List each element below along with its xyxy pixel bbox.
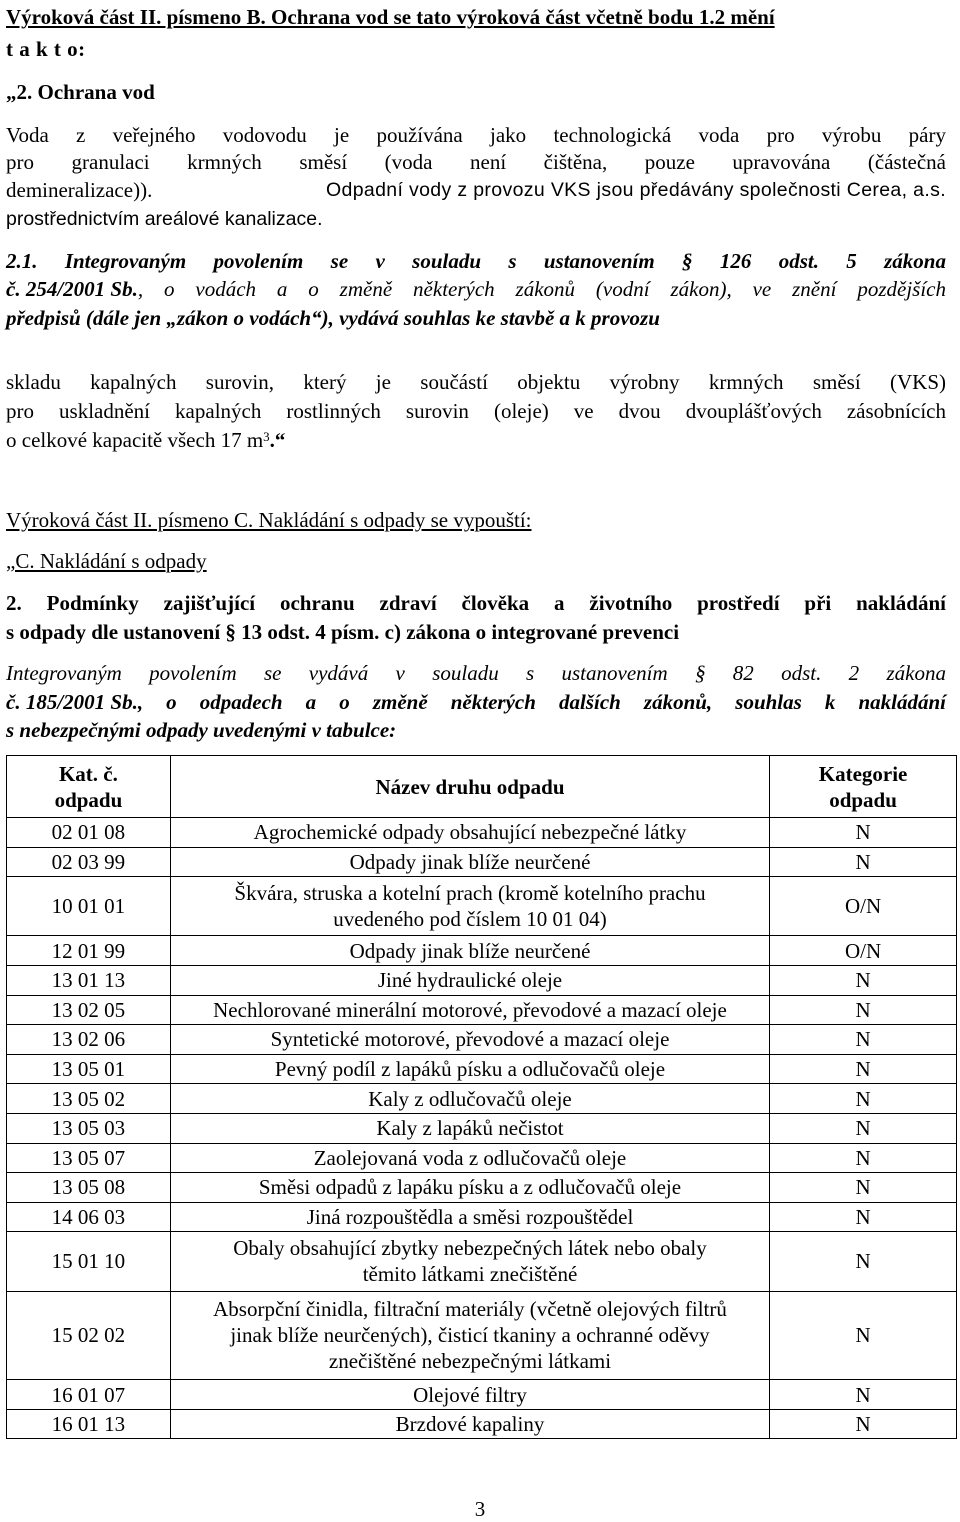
table-row [7,1409,957,1439]
storage-paragraph-line: skladu kapalných surovin, který je součástí objektu výrobny krmných směsí (VKS) [6,370,946,394]
heading-amendment-b-tail: t a k t o: [6,37,86,61]
table-row [7,995,957,1025]
waste-permit-line [6,689,946,715]
section-2-1-line: předpisů (dále jen „zákon o vodách“), vydává souhlas ke stavbě a k provozu [6,306,660,330]
cell-waste-category: O/N [770,877,957,936]
cell-waste-name-line: znečištěné nebezpečnými látkami [328,1349,612,1374]
cell-waste-category: N [770,1025,957,1055]
section-2-1-line [6,276,946,302]
cell-waste-code: 13 01 13 [7,965,171,995]
table-row [7,936,957,966]
cell-waste-category: N [770,1232,957,1291]
cell-waste-category: N [770,1202,957,1232]
table-header-row [7,756,957,818]
cell-waste-name [170,1025,769,1055]
waste-conditions-line: s odpady dle ustanovení § 13 odst. 4 písm. c) zákona o integrované prevenci [6,620,680,644]
cell-waste-name [170,965,769,995]
cell-waste-name-line: Syntetické motorové, převodové a mazací oleje [270,1027,670,1052]
storage-quote-close: .“ [269,428,286,452]
cell-waste-name [170,877,769,936]
cell-waste-name-line: Odpady jinak blíže neurčené [349,849,591,874]
cell-waste-category: N [770,995,957,1025]
table-row [7,1173,957,1203]
cell-waste-name [170,1232,769,1291]
hazardous-waste-table [6,755,957,1439]
cell-waste-category: N [770,1291,957,1380]
water-paragraph-line: prostřednictvím areálové kanalizace. [6,208,323,230]
cell-waste-name-line: Jiné hydraulické oleje [377,968,563,993]
cell-waste-name [170,1202,769,1232]
cell-waste-name [170,995,769,1025]
section-2-1-line: 2.1. Integrovaným povolením se v souladu s ustanovením § 126 odst. 5 zákona [6,249,946,273]
cell-waste-category: N [770,1409,957,1439]
cell-waste-name [170,1409,769,1439]
cell-waste-name-line: Brzdové kapaliny [395,1412,545,1437]
cell-waste-name [170,936,769,966]
header-waste-name: Název druhu odpadu [170,756,769,818]
header-waste-category: Kategorie odpadu [770,756,957,818]
waste-act-text: , o odpadech a o změně některých dalších zákonů, souhlas k nakládání [137,690,946,714]
cell-waste-name [170,1143,769,1173]
cubic-superscript: 3 [263,429,270,444]
water-paragraph-line: pro granulaci krmných směsí (voda není čištěna, pouze upravována (částečná [6,150,946,174]
table-body [7,818,957,1439]
cell-waste-category: N [770,1380,957,1410]
cell-waste-name [170,1291,769,1380]
cell-waste-name-line: jinak blíže neurčených), čisticí tkaniny a ochranné oděvy [230,1323,710,1348]
cell-waste-name-line: Olejové filtry [413,1382,527,1407]
cell-waste-code: 02 01 08 [7,818,171,848]
cell-waste-category: N [770,965,957,995]
waste-conditions-line: 2. Podmínky zajišťující ochranu zdraví člověka a životního prostředí při nakládání [6,591,946,615]
cell-waste-name-line: Absorpční činidla, filtrační materiály (včetně olejových filtrů [213,1297,727,1322]
table-row [7,1113,957,1143]
cell-waste-name [170,1054,769,1084]
cell-waste-name [170,1084,769,1114]
table-row [7,1232,957,1291]
cell-waste-category: N [770,1054,957,1084]
waste-permit-line: Integrovaným povolením se vydává v souladu s ustanovením § 82 odst. 2 zákona [6,661,946,685]
cell-waste-code: 16 01 07 [7,1380,171,1410]
heading-amendment-c: Výroková část II. písmeno C. Nakládání s odpady se vypouští: [6,508,532,532]
water-paragraph-text: demineralizace)). [6,178,153,202]
cell-waste-code: 13 05 07 [7,1143,171,1173]
table-row [7,1143,957,1173]
table-row [7,1291,957,1380]
cell-waste-name-line: Obaly obsahující zbytky nebezpečných látek nebo obaly [233,1236,707,1261]
waste-act-citation: č. 185/2001 Sb. [6,690,138,714]
storage-capacity-text: o celkové kapacitě všech 17 m [6,428,264,452]
cell-waste-name [170,1113,769,1143]
table-row [7,965,957,995]
cell-waste-code: 13 05 01 [7,1054,171,1084]
page-number: 3 [474,1497,486,1521]
cell-waste-name-line: Nechlorované minerální motorové, převodové a mazací oleje [213,997,727,1022]
table-row [7,1202,957,1232]
cell-waste-name-line: Agrochemické odpady obsahující nebezpečné látky [253,820,687,845]
table-row [7,1054,957,1084]
cell-waste-category: O/N [770,936,957,966]
cell-waste-name [170,1380,769,1410]
cell-waste-code: 16 01 13 [7,1409,171,1439]
waste-section-title: „C. Nakládání s odpady [6,549,207,573]
cell-waste-name-line: těmito látkami znečištěné [362,1262,578,1287]
cell-waste-name-line: Kaly z lapáků nečistot [376,1116,564,1141]
cell-waste-code: 12 01 99 [7,936,171,966]
water-section-title: „2. Ochrana vod [6,80,155,104]
cell-waste-name-line: Kaly z odlučovačů oleje [368,1086,572,1111]
cell-waste-name [170,818,769,848]
table-row [7,818,957,848]
cell-waste-code: 15 01 10 [7,1232,171,1291]
heading-amendment-b: Výroková část II. písmeno B. Ochrana vod se tato výroková část včetně bodu 1.2 mění [6,5,775,29]
cell-waste-code: 13 02 06 [7,1025,171,1055]
wastewater-sentence: Odpadní vody z provozu VKS jsou předávány společnosti Cerea, a.s. [325,179,946,201]
cell-waste-category: N [770,1113,957,1143]
cell-waste-category: N [770,1143,957,1173]
table-row [7,1084,957,1114]
table-row [7,1025,957,1055]
table-row [7,1380,957,1410]
water-paragraph-line [6,177,946,203]
cell-waste-code: 02 03 99 [7,847,171,877]
header-waste-code: Kat. č. odpadu [7,756,171,818]
cell-waste-name-line: uvedeného pod číslem 10 01 04) [333,907,607,932]
waste-permit-line: s nebezpečnými odpady uvedenými v tabulce: [6,718,397,742]
cell-waste-code: 13 05 03 [7,1113,171,1143]
storage-paragraph-line [6,427,285,453]
cell-waste-code: 13 05 08 [7,1173,171,1203]
table-row [7,877,957,936]
cell-waste-name [170,1173,769,1203]
water-paragraph-line: Voda z veřejného vodovodu je používána jako technologická voda pro výrobu páry [6,123,946,147]
cell-waste-code: 14 06 03 [7,1202,171,1232]
table-row [7,847,957,877]
water-act-citation: č. 254/2001 Sb. [6,277,138,301]
cell-waste-code: 10 01 01 [7,877,171,936]
cell-waste-category: N [770,818,957,848]
storage-paragraph-line: pro uskladnění kapalných rostlinných surovin (oleje) ve dvou dvouplášťových zásobnících [6,399,946,423]
cell-waste-name-line: Zaolejovaná voda z odlučovačů oleje [313,1145,627,1170]
cell-waste-name-line: Směsi odpadů z lapáku písku a z odlučovačů oleje [258,1175,682,1200]
cell-waste-name-line: Jiná rozpouštědla a směsi rozpouštědel [306,1205,634,1230]
cell-waste-name-line: Odpady jinak blíže neurčené [349,938,591,963]
cell-waste-name-line: Škvára, struska a kotelní prach (kromě kotelního prachu [234,881,706,906]
cell-waste-name [170,847,769,877]
cell-waste-category: N [770,1084,957,1114]
cell-waste-category: N [770,1173,957,1203]
cell-waste-name-line: Pevný podíl z lapáků písku a odlučovačů oleje [274,1057,666,1082]
water-act-text: , o vodách a o změně některých zákonů (vodní zákon), ve znění pozdějších [137,277,946,301]
cell-waste-code: 13 02 05 [7,995,171,1025]
cell-waste-code: 13 05 02 [7,1084,171,1114]
cell-waste-category: N [770,847,957,877]
cell-waste-code: 15 02 02 [7,1291,171,1380]
